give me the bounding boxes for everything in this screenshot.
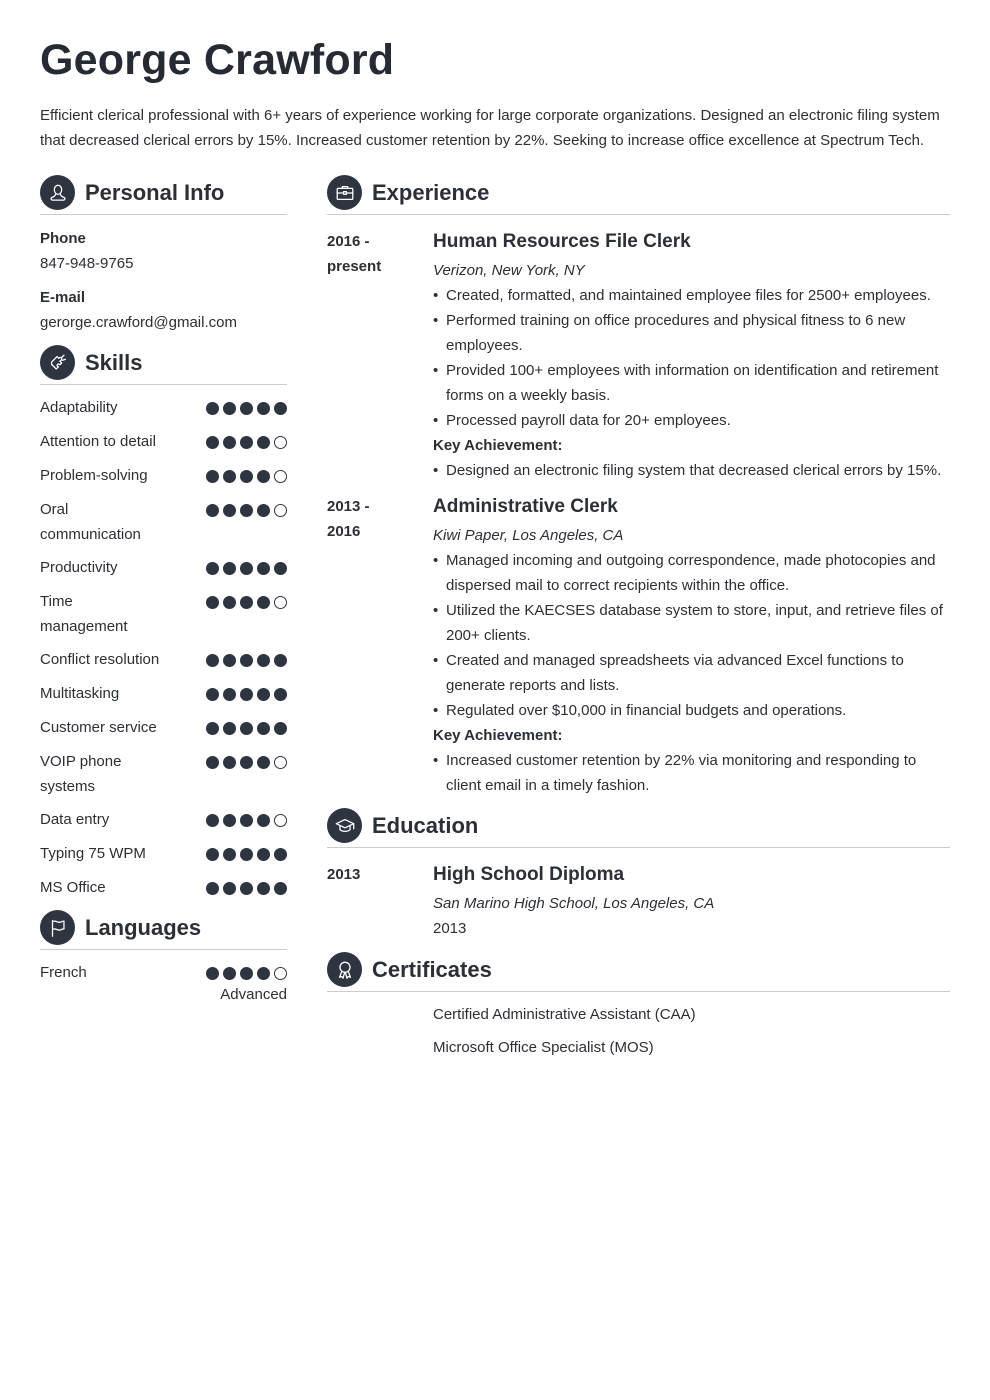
rating-dot-filled [240,688,253,701]
skill-name: MS Office [40,879,106,896]
rating-dot-filled [206,756,219,769]
rating-dot-filled [240,756,253,769]
skill-name: Multitasking [40,685,120,702]
rating-dot-filled [223,756,236,769]
puzzle-icon [40,345,75,380]
rating-dot-filled [223,402,236,415]
rating-dot-filled [206,654,219,667]
personal-info-section [40,175,287,333]
rating-dot-filled [240,882,253,895]
rating-dot-filled [240,562,253,575]
personal-info-header [40,175,287,215]
company: Verizon, New York, NY [433,262,585,279]
entry-body [433,862,950,941]
skill-rating [206,436,287,449]
entry-body [433,229,950,483]
rating-dot-filled [223,688,236,701]
certificates-list [433,992,950,1060]
skill-name: Problem-solving [40,467,148,484]
entry-date [327,229,433,483]
rating-dot-empty [274,470,287,483]
rating-dot-filled [274,882,287,895]
rating-dot-filled [223,882,236,895]
date-end: 2016 [327,523,361,540]
rating-dot-filled [257,848,270,861]
rating-dot-filled [240,402,253,415]
skill-rating [206,562,287,575]
certificate-item: Certified Administrative Assistant (CAA) [433,1006,696,1023]
rating-dot-filled [206,436,219,449]
rating-dot-filled [240,470,253,483]
language-rating [206,967,287,980]
skill-row [40,715,287,740]
skill-name: Customer service [40,719,157,736]
rating-dot-filled [206,596,219,609]
skill-rating [206,596,287,609]
education-section [327,808,950,941]
experience-title: Experience [372,179,490,205]
rating-dot-filled [257,562,270,575]
date-end: present [327,258,382,275]
email-value: gerorge.crawford@gmail.com [40,314,237,331]
degree-title: High School Diploma [433,864,625,885]
list-item: • Performed training on office procedures and physical fitness to 6 new employees. [433,308,950,358]
skill-name: Productivity [40,559,118,576]
skill-row [40,589,287,639]
list-item: • Created, formatted, and maintained employee files for 2500+ employees. [433,283,950,308]
skill-rating [206,470,287,483]
skills-header [40,345,287,385]
rating-dot-filled [257,654,270,667]
skill-name: Conflict resolution [40,651,160,668]
skill-row [40,647,287,672]
skill-name: Time management [40,593,128,635]
certificates-header [327,952,950,992]
list-item: • Created and managed spreadsheets via advanced Excel functions to generate reports and lists. [433,648,950,698]
rating-dot-filled [240,436,253,449]
education-header [327,808,950,848]
skill-row [40,429,287,454]
rating-dot-filled [257,402,270,415]
language-row [40,960,287,985]
skill-rating [206,848,287,861]
language-level: Advanced [220,986,287,1003]
rating-dot-filled [274,562,287,575]
rating-dot-filled [223,596,236,609]
experience-section [327,175,950,798]
experience-entry [327,229,950,483]
certificates-section [327,952,950,1060]
rating-dot-filled [223,967,236,980]
rating-dot-filled [206,562,219,575]
summary: Efficient clerical professional with 6+ years of experience working for large corporate organizations. Designed an electronic filing system that decreased clerical errors by 15%. Increased customer retention by 22%. Seeking to increase office excellence at Spectrum Tech. [40,107,940,149]
graduation-cap-icon [327,808,362,843]
rating-dot-filled [274,722,287,735]
skill-row [40,807,287,832]
education-entry [327,862,950,941]
certificates-title: Certificates [372,956,492,982]
skill-name: VOIP phone systems [40,753,122,795]
graduation-year: 2013 [433,920,467,937]
education-date: 2013 [327,866,361,883]
rating-dot-filled [206,722,219,735]
skill-name: Oral communication [40,501,141,543]
skill-name: Adaptability [40,399,118,416]
rating-dot-filled [206,402,219,415]
entry-date [327,494,433,798]
languages-header [40,910,287,950]
rating-dot-filled [274,688,287,701]
rating-dot-empty [274,967,287,980]
rating-dot-filled [240,504,253,517]
job-title: Human Resources File Clerk [433,231,691,252]
skill-rating [206,504,287,517]
briefcase-icon [327,175,362,210]
rating-dot-filled [257,814,270,827]
skill-rating [206,654,287,667]
skill-rating [206,814,287,827]
skill-rating [206,688,287,701]
skill-rating [206,402,287,415]
skills-title: Skills [85,349,143,375]
rating-dot-filled [240,848,253,861]
language-name: French [40,964,87,981]
experience-header [327,175,950,215]
list-item: • Regulated over $10,000 in financial budgets and operations. [433,698,950,723]
rating-dot-filled [274,402,287,415]
rating-dot-filled [206,470,219,483]
skills-section [40,345,287,900]
right-column [327,175,950,1068]
rating-dot-filled [223,814,236,827]
rating-dot-filled [223,654,236,667]
skill-row [40,749,287,799]
rating-dot-empty [274,436,287,449]
rating-dot-filled [206,967,219,980]
rating-dot-filled [223,436,236,449]
rating-dot-filled [257,882,270,895]
list-item: • Provided 100+ employees with information on identification and retirement forms on a weekly basis. [433,358,950,408]
achievements-list [433,748,950,798]
rating-dot-filled [257,967,270,980]
list-item: • Designed an electronic filing system that decreased clerical errors by 15%. [433,458,950,483]
email-label: E-mail [40,289,86,306]
skill-row [40,841,287,866]
rating-dot-filled [223,562,236,575]
rating-dot-filled [223,470,236,483]
phone-value: 847-948-9765 [40,255,134,272]
rating-dot-filled [206,814,219,827]
duties-list [433,548,950,723]
skill-row [40,555,287,580]
date-start: 2013 - [327,498,370,515]
personal-info-title: Personal Info [85,179,225,205]
skill-name: Data entry [40,811,110,828]
rating-dot-filled [240,654,253,667]
rating-dot-filled [240,814,253,827]
skill-row [40,497,287,547]
list-item: • Utilized the KAECSES database system to store, input, and retrieve files of 200+ clients. [433,598,950,648]
rating-dot-filled [257,504,270,517]
skill-name: Attention to detail [40,433,156,450]
rating-dot-filled [257,722,270,735]
skill-rating [206,722,287,735]
list-item: • Managed incoming and outgoing correspondence, made photocopies and dispersed mail to correct recipients within the office. [433,548,950,598]
person-icon [40,175,75,210]
school-name: San Marino High School, Los Angeles, CA [433,895,715,912]
entry-body [433,494,950,798]
key-achievement-label: Key Achievement: [433,437,563,454]
certificate-item: Microsoft Office Specialist (MOS) [433,1039,654,1056]
rating-dot-filled [206,848,219,861]
languages-title: Languages [85,914,202,940]
phone-label: Phone [40,230,86,247]
rating-dot-filled [257,756,270,769]
rating-dot-empty [274,756,287,769]
skill-row [40,681,287,706]
skill-row [40,875,287,900]
rating-dot-filled [223,504,236,517]
rating-dot-filled [274,848,287,861]
rating-dot-empty [274,596,287,609]
skill-row [40,463,287,488]
list-item: • Increased customer retention by 22% via monitoring and responding to client email in a timely fashion. [433,748,950,798]
education-title: Education [372,812,479,838]
rating-dot-filled [274,654,287,667]
rating-dot-empty [274,504,287,517]
duties-list [433,283,950,433]
experience-entry [327,494,950,798]
rating-dot-filled [240,967,253,980]
rating-dot-empty [274,814,287,827]
skill-row [40,395,287,420]
achievements-list [433,458,950,483]
job-title: Administrative Clerk [433,496,618,517]
left-column [40,175,287,1005]
skill-name: Typing 75 WPM [40,845,146,862]
skill-rating [206,756,287,769]
candidate-name: George Crawford [40,36,395,84]
flag-icon [40,910,75,945]
award-ribbon-icon [327,952,362,987]
rating-dot-filled [206,688,219,701]
rating-dot-filled [240,722,253,735]
rating-dot-filled [257,596,270,609]
rating-dot-filled [223,848,236,861]
languages-list [40,950,287,1005]
rating-dot-filled [206,504,219,517]
company: Kiwi Paper, Los Angeles, CA [433,527,624,544]
skill-rating [206,882,287,895]
rating-dot-filled [240,596,253,609]
rating-dot-filled [257,436,270,449]
rating-dot-filled [257,688,270,701]
languages-section [40,910,287,1005]
rating-dot-filled [223,722,236,735]
rating-dot-filled [206,882,219,895]
date-start: 2016 - [327,233,370,250]
skills-list [40,385,287,900]
rating-dot-filled [257,470,270,483]
key-achievement-label: Key Achievement: [433,727,563,744]
list-item: • Processed payroll data for 20+ employees. [433,408,950,433]
